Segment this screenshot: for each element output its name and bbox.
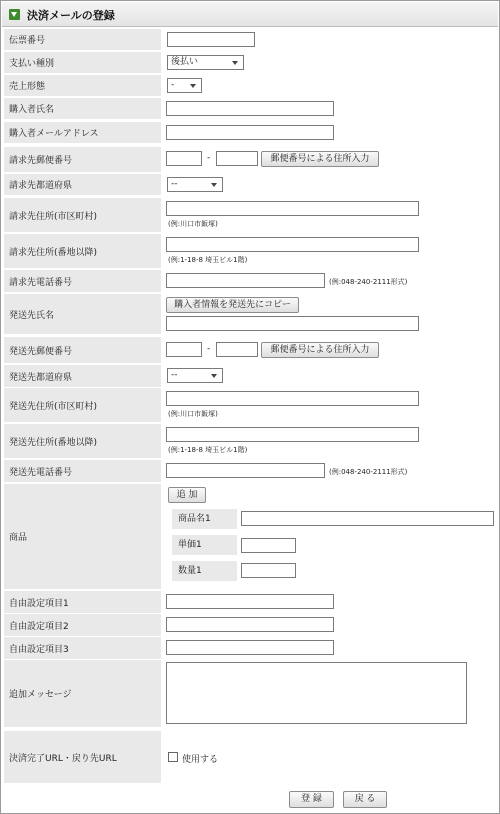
row-billing-city bbox=[4, 198, 498, 232]
copy-buyer-to-ship-button[interactable]: 購入者情報を発送先にコピー bbox=[166, 297, 299, 313]
row-ship-postal bbox=[4, 337, 498, 363]
row-buyer-email bbox=[4, 122, 498, 143]
add-product-button[interactable]: 追 加 bbox=[168, 487, 206, 503]
ship-city-label: 発送先住所(市区町村) bbox=[4, 388, 161, 422]
extra-message-textarea[interactable] bbox=[166, 662, 467, 724]
billing-postal-second-input[interactable] bbox=[216, 151, 258, 166]
back-button[interactable]: 戻 る bbox=[343, 791, 387, 808]
product-label: 商品 bbox=[4, 484, 161, 589]
buyer-name-label: 購入者氏名 bbox=[4, 98, 161, 119]
ship-street-input[interactable] bbox=[166, 427, 419, 442]
custom3-label: 自由設定項目3 bbox=[4, 637, 161, 659]
billing-postal-label: 請求先郵便番号 bbox=[4, 147, 161, 172]
page-title: 決済メールの登録 bbox=[27, 9, 115, 22]
return-url-label: 決済完了URL・戻り先URL bbox=[4, 731, 161, 783]
payment-type-label: 支払い種別 bbox=[4, 52, 161, 73]
billing-street-input[interactable] bbox=[166, 237, 419, 252]
custom2-label: 自由設定項目2 bbox=[4, 614, 161, 636]
buyer-email-input[interactable] bbox=[166, 125, 334, 140]
billing-street-hint: (例:1-18-8 埼玉ビル1階) bbox=[168, 256, 248, 264]
row-ship-pref bbox=[4, 365, 498, 387]
ship-phone-input[interactable] bbox=[166, 463, 325, 478]
buyer-name-input[interactable] bbox=[166, 101, 334, 116]
panel-header bbox=[2, 2, 498, 27]
custom3-input[interactable] bbox=[166, 640, 334, 655]
ship-phone-label: 発送先電話番号 bbox=[4, 460, 161, 482]
billing-pref-select[interactable]: -- bbox=[167, 177, 223, 192]
billing-phone-label: 請求先電話番号 bbox=[4, 270, 161, 292]
billing-postal-first-input[interactable] bbox=[166, 151, 202, 166]
row-extra-message bbox=[4, 660, 498, 727]
billing-pref-label: 請求先都道府県 bbox=[4, 174, 161, 195]
sales-form-label: 売上形態 bbox=[4, 75, 161, 96]
unit-price-input[interactable] bbox=[241, 538, 296, 553]
payment-type-select[interactable]: 後払い bbox=[167, 55, 244, 70]
billing-city-label: 請求先住所(市区町村) bbox=[4, 198, 161, 232]
ship-city-input[interactable] bbox=[166, 391, 419, 406]
slip-number-label: 伝票番号 bbox=[4, 29, 161, 50]
billing-city-hint: (例:川口市飯塚) bbox=[168, 220, 218, 228]
register-button[interactable]: 登 録 bbox=[289, 791, 334, 808]
ship-postal-second-input[interactable] bbox=[216, 342, 258, 357]
billing-street-label: 請求先住所(番地以降) bbox=[4, 234, 161, 268]
row-billing-street bbox=[4, 234, 498, 268]
ship-postal-first-input[interactable] bbox=[166, 342, 202, 357]
ship-city-hint: (例:川口市飯塚) bbox=[168, 410, 218, 418]
row-return-url bbox=[4, 731, 498, 783]
row-ship-phone bbox=[4, 460, 498, 482]
product-name-label: 商品名1 bbox=[172, 509, 237, 529]
row-billing-postal bbox=[4, 147, 498, 172]
ship-name-label: 発送先氏名 bbox=[4, 294, 161, 334]
postal-dash: - bbox=[207, 153, 211, 163]
row-custom3 bbox=[4, 637, 498, 659]
custom1-label: 自由設定項目1 bbox=[4, 591, 161, 613]
ship-pref-label: 発送先都道府県 bbox=[4, 365, 161, 387]
extra-message-label: 追加メッセージ bbox=[4, 660, 161, 727]
sales-form-select[interactable]: - bbox=[167, 78, 202, 93]
row-sales-form bbox=[4, 75, 498, 96]
row-billing-phone bbox=[4, 270, 498, 292]
ship-street-hint: (例:1-18-8 埼玉ビル1階) bbox=[168, 446, 248, 454]
postal-dash: - bbox=[207, 344, 211, 354]
row-buyer-name bbox=[4, 98, 498, 119]
ship-postal-label: 発送先郵便番号 bbox=[4, 337, 161, 363]
row-slip-number bbox=[4, 29, 498, 50]
billing-phone-input[interactable] bbox=[166, 273, 325, 288]
ship-name-input[interactable] bbox=[166, 316, 419, 331]
ship-postal-lookup-button[interactable]: 郵便番号による住所入力 bbox=[261, 342, 379, 358]
custom2-input[interactable] bbox=[166, 617, 334, 632]
buyer-email-label: 購入者メールアドレス bbox=[4, 122, 161, 143]
ship-street-label: 発送先住所(番地以降) bbox=[4, 424, 161, 458]
collapse-triangle-icon[interactable] bbox=[9, 9, 20, 20]
row-ship-name bbox=[4, 294, 498, 334]
slip-number-input[interactable] bbox=[167, 32, 255, 47]
use-return-url-checkbox[interactable] bbox=[168, 752, 178, 762]
quantity-input[interactable] bbox=[241, 563, 296, 578]
row-payment-type bbox=[4, 52, 498, 73]
billing-city-input[interactable] bbox=[166, 201, 419, 216]
use-return-url-label: 使用する bbox=[182, 755, 219, 765]
custom1-input[interactable] bbox=[166, 594, 334, 609]
billing-phone-hint: (例:048-240-2111形式) bbox=[329, 278, 408, 286]
billing-postal-lookup-button[interactable]: 郵便番号による住所入力 bbox=[261, 151, 379, 167]
quantity-label: 数量1 bbox=[172, 561, 237, 581]
product-name-input[interactable] bbox=[241, 511, 494, 526]
ship-pref-select[interactable]: -- bbox=[167, 368, 223, 383]
row-custom1 bbox=[4, 591, 498, 613]
row-ship-street bbox=[4, 424, 498, 458]
row-ship-city bbox=[4, 388, 498, 422]
row-billing-pref bbox=[4, 174, 498, 195]
unit-price-label: 単価1 bbox=[172, 535, 237, 555]
row-custom2 bbox=[4, 614, 498, 636]
row-product bbox=[4, 484, 498, 589]
ship-phone-hint: (例:048-240-2111形式) bbox=[329, 468, 408, 476]
